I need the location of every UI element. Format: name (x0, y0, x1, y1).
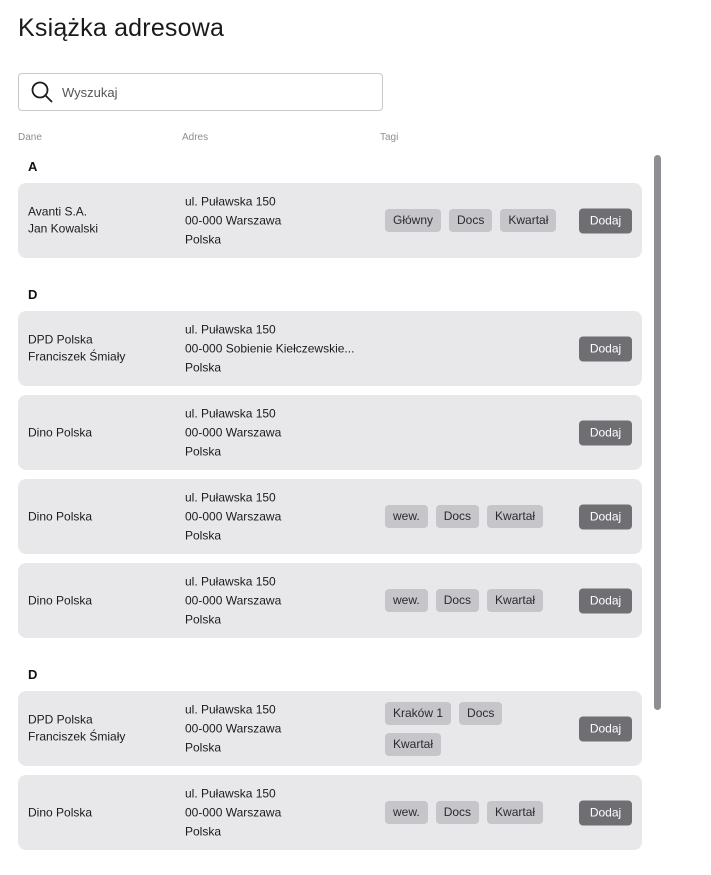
tag-chip[interactable]: wew. (385, 505, 428, 528)
contact-name (28, 424, 92, 442)
contact-name-line: Dino Polska (28, 424, 93, 439)
tag-chip[interactable]: Kwartał (500, 209, 556, 232)
contact-address (185, 784, 281, 841)
address-line: 00-000 Sobienie Kiełczewskie... (185, 341, 355, 355)
add-button[interactable]: Dodaj (579, 716, 632, 741)
column-header-address: Adres (182, 132, 209, 143)
page-title: Książka adresowa (18, 14, 225, 42)
contact-row[interactable] (18, 563, 642, 638)
tag-chip[interactable]: Kwartał (385, 733, 441, 756)
tag-chip[interactable]: Kraków 1 (385, 702, 451, 725)
tag-chip[interactable]: wew. (385, 589, 428, 612)
tag-list (385, 209, 565, 232)
tag-chip[interactable]: Docs (459, 702, 502, 725)
search-box[interactable] (18, 73, 383, 111)
add-button[interactable]: Dodaj (579, 800, 632, 825)
address-line: Polska (185, 824, 222, 838)
search-input[interactable] (62, 85, 382, 100)
contact-name (28, 804, 92, 822)
contact-row[interactable] (18, 479, 642, 554)
contact-name (28, 331, 125, 366)
contact-name (28, 203, 98, 238)
address-line: Polska (185, 444, 222, 458)
address-line: ul. Puławska 150 (185, 702, 276, 716)
address-line: 00-000 Warszawa (185, 509, 282, 523)
address-line: 00-000 Warszawa (185, 593, 282, 607)
address-line: ul. Puławska 150 (185, 406, 276, 420)
section-letter: A (28, 159, 38, 174)
contact-name-line: DPD Polska (28, 332, 93, 346)
tag-chip[interactable]: Docs (436, 589, 479, 612)
contact-name (28, 711, 125, 746)
tag-chip[interactable]: Kwartał (487, 589, 543, 612)
contact-name-line: DPD Polska (28, 712, 93, 726)
address-line: ul. Puławska 150 (185, 786, 276, 800)
column-header-tags: Tagi (380, 132, 399, 143)
contact-name (28, 592, 92, 610)
address-line: ul. Puławska 150 (185, 322, 276, 336)
contact-address (185, 404, 281, 461)
tag-chip[interactable]: Docs (436, 801, 479, 824)
contact-row[interactable] (18, 775, 642, 850)
contact-address (185, 700, 281, 757)
contact-row[interactable] (18, 183, 642, 258)
tag-chip[interactable]: Główny (385, 209, 441, 232)
add-button[interactable]: Dodaj (579, 336, 632, 361)
tag-chip[interactable]: Kwartał (487, 505, 543, 528)
section-letter: D (28, 287, 38, 302)
tag-list (385, 589, 565, 612)
tag-chip[interactable]: Docs (449, 209, 492, 232)
address-line: 00-000 Warszawa (185, 425, 282, 439)
search-icon (30, 80, 54, 104)
tag-list (385, 702, 565, 756)
contact-name-line: Jan Kowalski (28, 221, 99, 236)
address-list (0, 150, 711, 838)
contact-row[interactable] (18, 395, 642, 470)
tag-list (385, 801, 565, 824)
contact-name-line: Avanti S.A. (28, 204, 88, 218)
contact-name-line: Franciszek Śmiały (28, 729, 126, 744)
contact-name-line: Dino Polska (28, 592, 93, 607)
address-line: 00-000 Warszawa (185, 721, 282, 735)
contact-address (185, 488, 281, 545)
address-line: ul. Puławska 150 (185, 574, 276, 588)
tag-chip[interactable]: wew. (385, 801, 428, 824)
tag-chip[interactable]: Kwartał (487, 801, 543, 824)
contact-name-line: Dino Polska (28, 508, 93, 523)
add-button[interactable]: Dodaj (579, 208, 632, 233)
scrollbar-thumb[interactable] (654, 155, 661, 710)
contact-name-line: Dino Polska (28, 804, 93, 819)
contact-row[interactable] (18, 691, 642, 766)
section-letter: D (28, 667, 38, 682)
contact-address (185, 320, 354, 377)
address-line: Polska (185, 232, 222, 246)
contact-row[interactable] (18, 311, 642, 386)
address-line: ul. Puławska 150 (185, 490, 276, 504)
tag-list (385, 505, 565, 528)
address-line: 00-000 Warszawa (185, 805, 282, 819)
contact-name (28, 508, 92, 526)
address-line: 00-000 Warszawa (185, 213, 282, 227)
contact-address (185, 192, 281, 249)
address-line: Polska (185, 528, 222, 542)
address-line: Polska (185, 360, 222, 374)
address-line: ul. Puławska 150 (185, 194, 276, 208)
contact-address (185, 572, 281, 629)
add-button[interactable]: Dodaj (579, 588, 632, 613)
address-line: Polska (185, 612, 222, 626)
add-button[interactable]: Dodaj (579, 504, 632, 529)
contact-name-line: Franciszek Śmiały (28, 349, 126, 364)
add-button[interactable]: Dodaj (579, 420, 632, 445)
address-line: Polska (185, 740, 222, 754)
tag-chip[interactable]: Docs (436, 505, 479, 528)
column-header-data: Dane (18, 132, 42, 143)
